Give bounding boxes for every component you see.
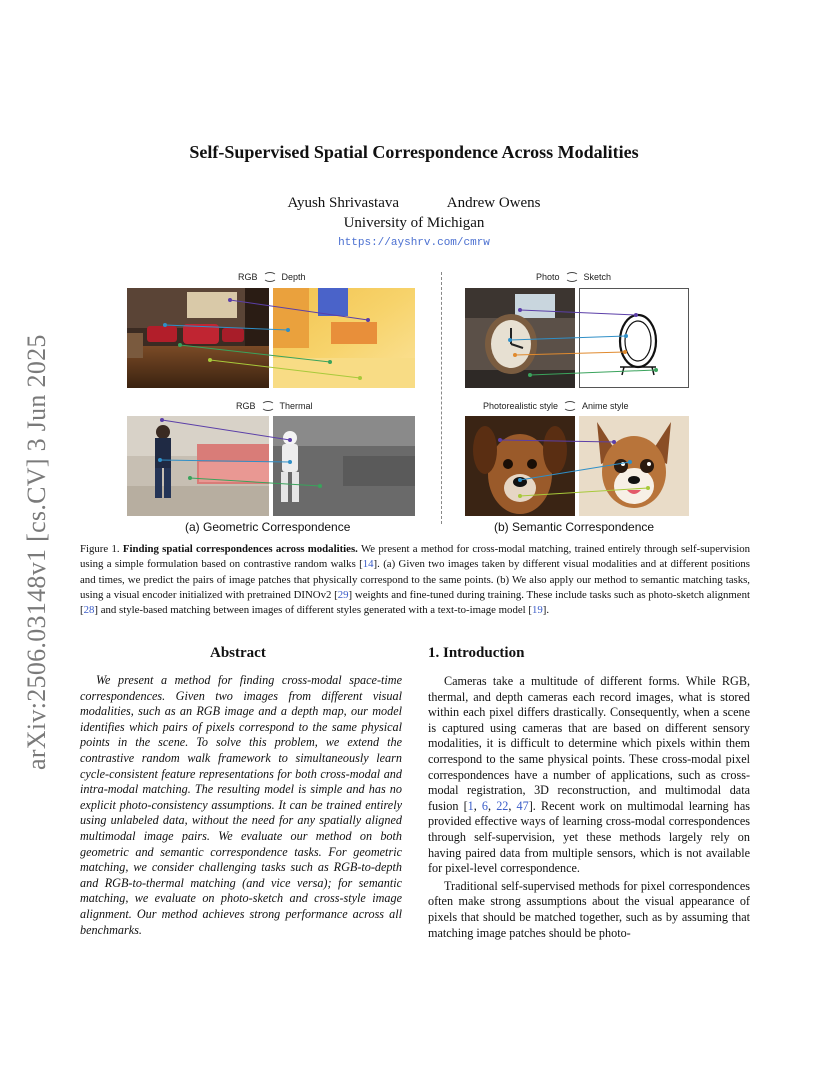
author-name: Andrew Owens [446,195,541,211]
pair-label-left: Photorealistic style [483,401,559,411]
figure-divider [441,272,442,524]
caption-text: ] and style-based matching between images of different styles generated with a text-to-image model [ [94,604,532,617]
citation-link[interactable]: 47 [516,798,529,813]
photorealistic-dog-image [465,416,575,516]
project-url-link[interactable]: https://ayshrv.com/cmrw [338,237,490,249]
sketch-clock-image [579,288,689,388]
intro-paragraph [428,674,750,877]
anime-dog-image [579,416,689,516]
pair-label-right: Depth [281,272,306,282]
pair-label-right: Anime style [582,401,629,411]
arxiv-stamp: arXiv:2506.03148v1 [cs.CV] 3 Jun 2025 [22,334,51,770]
citation-link[interactable]: 1 [467,798,474,813]
pair-label-rgb-thermal [236,401,313,411]
cycle-arrows-icon [261,401,275,411]
rgb-room-image [127,288,269,388]
caption-bold-lead: Finding spatial correspondences across modalities. [122,543,358,555]
abstract-text: We present a method for finding cross-modal space-time correspondences. Given two images from different visual modalities, such as an RGB image and a depth map, our model identifies which pairs of pixels correspond to the same physical points in the scene. To solve this problem, we extend the contrastive random walk framework to simultaneously learn cycle-consistent feature representations for both cross-modal and intra-modal matching. The resulting model is simple and has no explicit photo-consistency assumptions. It can be trained entirely using unlabeled data, without the need for any spatially aligned multimodal image pairs. We evaluate our method on both geometric and semantic correspondence tasks. For geometric matching, we consider challenging tasks such as RGB-to-depth and RGB-to-thermal matching (and vice versa); for semantic matching, we evaluate on photo-sketch and cross-style image alignment. Our method achieves strong performance across all benchmarks. [80,673,402,937]
intro-text: , [488,798,497,813]
citation-link[interactable]: 28 [83,604,95,617]
intro-text: ]. Recent work on multimodal learning has provided effective ways of learning cross-modal correspondences through self-supervision, yet these methods largely rely on having paired data from multiple sensors, which is not available for pixel-level correspondence. [428,798,751,876]
abstract-heading: Abstract [210,645,266,661]
intro-body [428,674,750,941]
author-name: Ayush Shrivastava [287,195,400,211]
citation-link[interactable]: 22 [496,798,509,813]
subcaption-semantic: (b) Semantic Correspondence [494,520,655,534]
pair-label-style [483,401,629,411]
affiliation: University of Michigan [343,215,485,231]
intro-text: , [473,798,482,813]
caption-text: ]. [542,604,550,617]
caption-text: ]. (a) Given two images taken by different visual modalities and at different positions and times, we predict the pairs of image patches that physically correspond to the same points. (b) We also apply our method to semantic matching tasks, using a visual encoder initialized with pretrained DINOv2 [ [80,558,750,601]
intro-heading: 1. Introduction [428,645,525,661]
cycle-arrows-icon [563,401,577,411]
citation-link[interactable]: 19 [531,604,543,617]
rgb-person-image [127,416,269,516]
figure-caption [80,542,750,618]
pair-label-left: Photo [536,272,560,282]
caption-text: We present a method for cross-modal matching, trained entirely through self-supervision using a simple formulation based on contrastive random walks [ [80,543,750,571]
photo-clock-image [465,288,575,388]
pair-label-left: RGB [236,401,256,411]
citation-link[interactable]: 29 [337,588,349,601]
intro-text: Cameras take a multitude of different forms. While RGB, thermal, and depth cameras each record images, what is stored within each pixel differs drastically. Consequently, when a scene is captured using cameras that are based on different sensory modalities, it is difficult to determine which pixels within them correspond to the same physical points. These cross-modal pixel correspondences have a number of applications, such as cross-modal registration, 3D reconstruction, and multimodal data fusion [ [428,674,750,813]
caption-text: ] weights and fine-tuned during training. These include tasks such as photo-sketch alignment [ [80,588,750,617]
cycle-arrows-icon [565,272,579,282]
cycle-arrows-icon [263,272,277,282]
intro-paragraph: Traditional self-supervised methods for pixel correspondences often make strong assumptions about the visual appearance of pixels that should be matched together, such as by assuming that matching image patches should be photo- [428,878,750,940]
intro-text: , [508,798,517,813]
pair-label-right: Sketch [583,272,612,282]
citation-link[interactable]: 14 [362,558,374,571]
pair-label-photo-sketch [536,272,611,282]
citation-link[interactable]: 6 [481,798,489,813]
author-list [0,195,828,212]
subcaption-geometric: (a) Geometric Correspondence [185,520,351,534]
pair-label-rgb-depth [238,272,306,282]
abstract-body [80,673,402,938]
thermal-image [273,416,415,516]
caption-label: Figure 1. [80,543,120,555]
paper-title: Self-Supervised Spatial Correspondence Across Modalities [189,142,639,162]
pair-label-left: RGB [238,272,258,282]
depth-map-image [273,288,415,388]
pair-label-right: Thermal [279,401,313,411]
